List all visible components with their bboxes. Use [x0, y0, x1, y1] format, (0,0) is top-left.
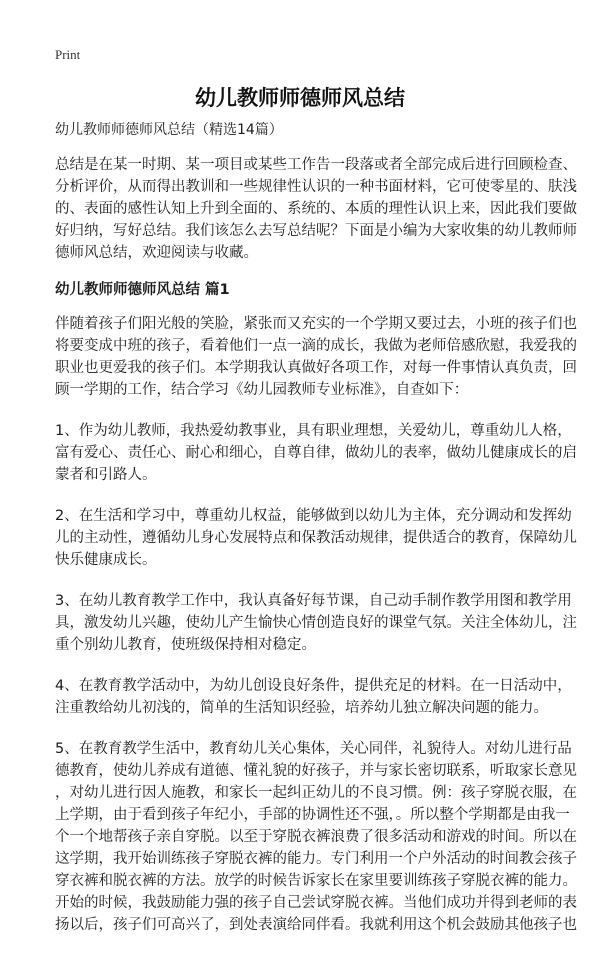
text-line: 好归纳，写好总结。我们该怎么去写总结呢？下面是小编为大家收集的幼儿教师师 — [55, 223, 577, 239]
text-line: 这学期，我开始训练孩子穿脱衣裤的能力。专门利用一个户外活动的时间教会孩子 — [55, 851, 577, 867]
text-line: 富有爱心、责任心、耐心和细心，自尊自律，做幼儿的表率，做幼儿健康成长的启 — [55, 445, 577, 461]
text-line: 扬以后，孩子们可高兴了，到处表演给同伴看。我就利用这个机会鼓励其他孩子也 — [55, 917, 577, 933]
paragraph — [55, 505, 577, 571]
text-line: 分析评价，从而得出教训和一些规律性认识的一种书面材料，它可使零星的、肤浅 — [55, 179, 577, 195]
text-line: 穿衣裤和脱衣裤的方法。放学的时候告诉家长在家里要训练孩子穿脱衣裤的能力。 — [55, 873, 577, 889]
text-line: 注重教给幼儿初浅的，简单的生活知识经验，培养幼儿独立解决问题的能力。 — [55, 700, 548, 716]
paragraph — [55, 675, 572, 719]
text-line: 快乐健康成长。 — [55, 552, 157, 568]
paragraph — [55, 313, 577, 401]
text-line: 德教育，使幼儿养成有道德、懂礼貌的好孩子，并与家长密切联系，听取家长意见 — [55, 763, 577, 779]
intro-paragraph — [55, 154, 577, 264]
text-line: 将要变成中班的孩子，看着他们一点一滴的成长，我做为老师倍感欣慰，我爱我的 — [55, 338, 577, 354]
text-line: ，对幼儿进行因人施教，和家长一起纠正幼儿的不良习惯。例：孩子穿脱衣服，在 — [55, 785, 577, 801]
text-line: 重个别幼儿教育，使班级保持相对稳定。 — [55, 637, 316, 653]
text-line: 4、在教育教学活动中，为幼儿创设良好条件，提供充足的材料。在一日活动中， — [55, 678, 572, 694]
text-line: 的、表面的感性认知上升到全面的、系统的、本质的理性认识上来，因此我们要做 — [55, 201, 577, 217]
document-body — [55, 120, 577, 955]
text-line: 3、在幼儿教育教学工作中，我认真备好每节课，自己动手制作教学用图和教学用 — [55, 593, 572, 609]
page-title: 幼儿教师师德师风总结 — [195, 86, 405, 110]
text-line: 2、在生活和学习中，尊重幼儿权益，能够做到以幼儿为主体，充分调动和发挥幼 — [55, 508, 572, 524]
paragraph — [55, 738, 577, 936]
text-line: 儿的主动性，遵循幼儿身心发展特点和保教活动规律，提供适合的教育，保障幼儿 — [55, 530, 577, 546]
text-line: 1、作为幼儿教师，我热爱幼教事业，具有职业理想，关爱幼儿，尊重幼儿人格， — [55, 423, 572, 439]
text-line: 职业也更爱我的孩子们。本学期我认真做好各项工作，对每一件事情认真负责，回 — [55, 360, 577, 376]
text-line: 5、在教育教学生活中，教育幼儿关心集体，关心同伴，礼貌待人。对幼儿进行品 — [55, 741, 572, 757]
text-line: 个一个地帮孩子亲自穿脱。以至于穿脱衣裤浪费了很多活动和游戏的时间。所以在 — [55, 829, 577, 845]
text-line: 德师风总结，欢迎阅读与收藏。 — [55, 245, 258, 261]
section-heading: 幼儿教师师德师风总结 篇1 — [55, 282, 230, 298]
text-line: 蒙者和引路人。 — [55, 467, 157, 483]
text-line: 顾一学期的工作，结合学习《幼儿园教师专业标准》，自查如下： — [55, 382, 469, 398]
print-link[interactable]: Print — [55, 47, 81, 62]
section-paragraphs — [55, 313, 577, 936]
text-line: 上学期，由于看到孩子年纪小，手部的协调性还不强，。所以整个学期都是由我一 — [55, 807, 570, 823]
text-line: 伴随着孩子们阳光般的笑脸，紧张而又充实的一个学期又要过去，小班的孩子们也 — [55, 316, 577, 332]
paragraph — [55, 420, 577, 486]
text-line: 具，激发幼儿兴趣，使幼儿产生愉快心情创造良好的课堂气氛。关注全体幼儿，注 — [55, 615, 577, 631]
document-subtitle: 幼儿教师师德师风总结（精选14篇） — [55, 122, 283, 138]
text-line: 总结是在某一时期、某一项目或某些工作告一段落或者全部完成后进行回顾检查、 — [55, 157, 577, 173]
paragraph — [55, 590, 577, 656]
text-line: 开始的时候，我鼓励能力强的孩子自己尝试穿脱衣裤。当他们成功并得到老师的表 — [55, 895, 577, 911]
